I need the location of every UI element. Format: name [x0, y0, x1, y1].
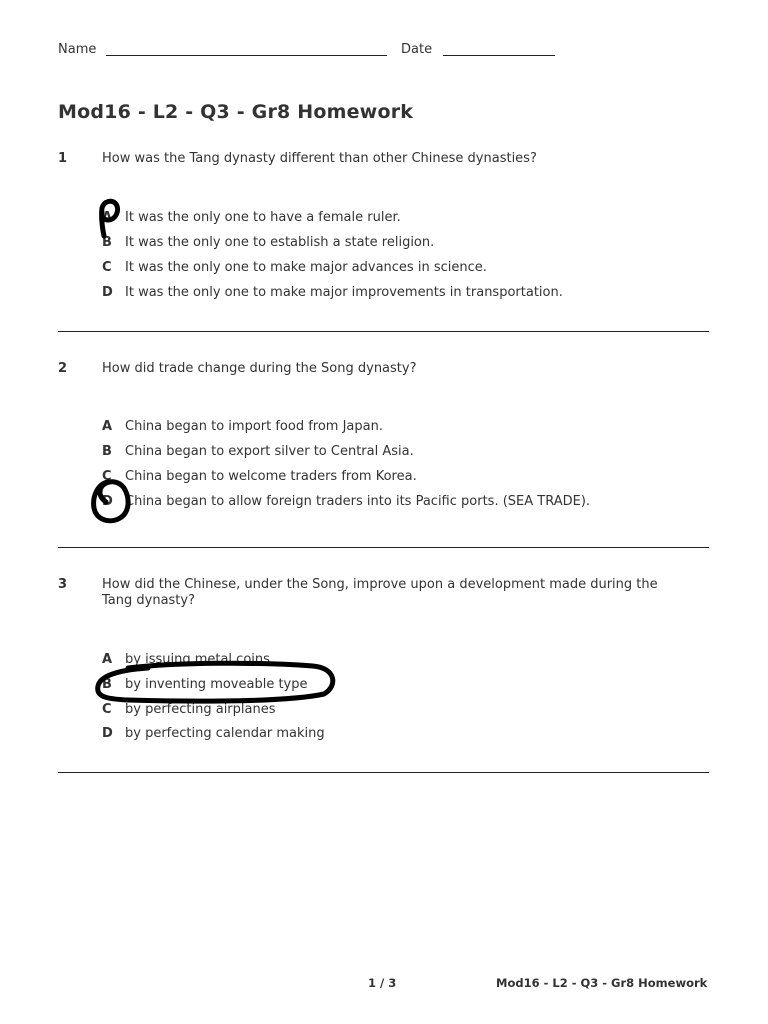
option-letter[interactable]: D: [102, 726, 113, 741]
handwritten-circle-mark-q1: [92, 196, 132, 242]
option-letter[interactable]: B: [102, 444, 112, 459]
handwritten-oval-mark-q3: [88, 658, 344, 708]
question-number: 2: [58, 361, 68, 376]
option-text[interactable]: China began to welcome traders from Korea.: [125, 469, 417, 484]
question-number: 1: [58, 151, 68, 166]
date-field-line[interactable]: [443, 55, 555, 56]
option-text[interactable]: China began to export silver to Central Asia.: [125, 444, 414, 459]
name-field-line[interactable]: [106, 55, 387, 56]
option-text[interactable]: by issuing metal coins: [125, 652, 270, 667]
option-letter[interactable]: A: [102, 210, 113, 225]
option-letter[interactable]: C: [102, 702, 112, 717]
question-number: 3: [58, 577, 68, 592]
option-text[interactable]: It was the only one to establish a state religion.: [125, 235, 435, 250]
handwritten-circle-mark-q2: [86, 474, 138, 530]
option-letter[interactable]: D: [102, 285, 113, 300]
option-text[interactable]: by inventing moveable type: [125, 677, 308, 692]
question-text-line: Tang dynasty?: [102, 593, 195, 608]
question-text: How did trade change during the Song dynasty?: [102, 361, 417, 376]
question-text-line: How did the Chinese, under the Song, improve upon a development made during the: [102, 577, 658, 592]
option-text[interactable]: It was the only one to have a female ruler.: [125, 210, 401, 225]
question-divider: [58, 547, 709, 548]
option-letter[interactable]: B: [102, 677, 112, 692]
question-divider: [58, 772, 709, 773]
question-divider: [58, 331, 709, 332]
option-text[interactable]: by perfecting airplanes: [125, 702, 276, 717]
name-label: Name: [58, 42, 97, 57]
option-text[interactable]: by perfecting calendar making: [125, 726, 325, 741]
question-text: How was the Tang dynasty different than other Chinese dynasties?: [102, 151, 537, 166]
option-letter[interactable]: A: [102, 652, 113, 667]
option-letter[interactable]: B: [102, 235, 112, 250]
footer-title: Mod16 - L2 - Q3 - Gr8 Homework: [496, 976, 708, 990]
option-letter[interactable]: C: [102, 260, 112, 275]
option-text[interactable]: It was the only one to make major advances in science.: [125, 260, 487, 275]
page-title: Mod16 - L2 - Q3 - Gr8 Homework: [58, 101, 414, 123]
option-text[interactable]: It was the only one to make major improvements in transportation.: [125, 285, 563, 300]
date-label: Date: [401, 42, 433, 57]
option-letter[interactable]: C: [102, 469, 112, 484]
option-letter[interactable]: D: [102, 494, 113, 509]
option-text[interactable]: China began to import food from Japan.: [125, 419, 383, 434]
option-text[interactable]: China began to allow foreign traders into its Pacific ports. (SEA TRADE).: [125, 494, 591, 509]
page-number: 1 / 3: [368, 976, 397, 990]
option-letter[interactable]: A: [102, 419, 113, 434]
